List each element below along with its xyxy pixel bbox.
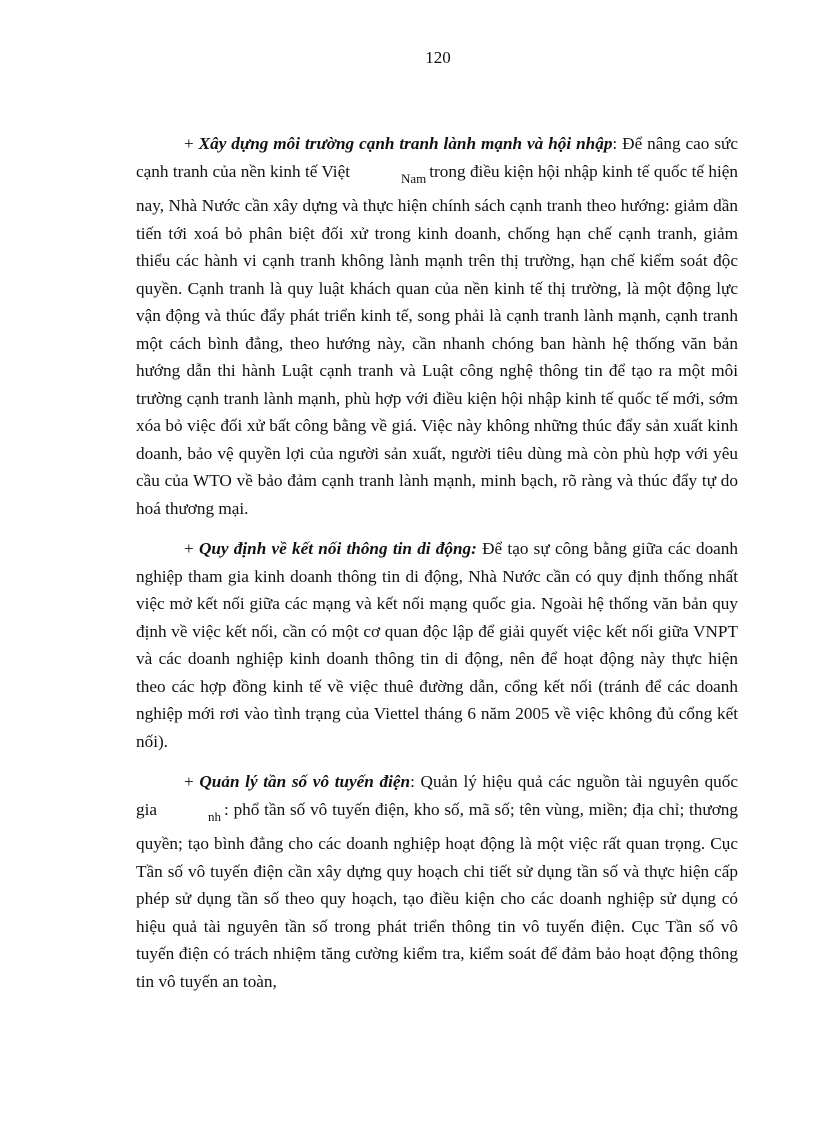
paragraph-heading: Quản lý tần số vô tuyến điện	[199, 772, 411, 791]
paragraph-text: Để tạo sự công bằng giữa các doanh nghiệp tham gia kinh doanh thông tin di động, Nhà Nước cần có quy định thống nhất việc mở kết nối giữa các mạng và kết nối mạng quốc gia. Ngoài hệ thống văn bản quy định về việc kết nối, cần có một cơ quan độc lập để giải quyết việc kết nối giữa VNPT và các doanh nghiệp kinh doanh thông tin di động, nên để hoạt động này thực hiện theo các hợp đồng kinh tế về việc thuê đường dẫn, cổng kết nối (tránh để các doanh nghiệp mới rơi vào tình trạng của Viettel tháng 6 năm 2005 về việc không đủ cổng kết nối).	[136, 539, 738, 751]
paragraph-text-continued: : phổ tần số vô tuyến điện, kho số, mã số; tên vùng, miền; địa chỉ; thương quyền; tạo bình đẳng cho các doanh nghiệp hoạt động là một việc rất quan trọng. Cục Tần số vô tuyến điện cần xây dựng quy hoạch chi tiết sử dụng tần số và thực hiện cấp phép sử dụng tần số theo quy hoạch, tạo điều kiện cho các doanh nghiệp sử dụng có hiệu quả tài nguyên tần số trong phát triển thông tin vô tuyến điện. Cục Tần số vô tuyến điện có trách nhiệm tăng cường kiểm tra, kiểm soát để đảm bảo hoạt động thông tin vô tuyến an toàn,	[136, 799, 738, 991]
paragraph-radio-frequency	[136, 768, 738, 995]
bullet-prefix: +	[184, 539, 199, 558]
heading-separator: :	[612, 134, 623, 153]
paragraph-mobile-connection	[136, 535, 738, 755]
paragraph-competition	[136, 130, 738, 522]
paragraph-text-continued: trong điều kiện hội nhập kinh tế quốc tế hiện nay, Nhà Nước cần xây dựng và thực hiện chính sách cạnh tranh theo hướng: giảm dần tiến tới xoá bỏ phân biệt đối xử trong kinh doanh, chống hạn chế cạnh tranh, giảm thiểu các hành vi cạnh tranh không lành mạnh trên thị trường, hạn chế kiểm soát độc quyền. Cạnh tranh là quy luật khách quan của nền kinh tế thị trường, là một động lực vận động và thúc đẩy phát triển kinh tế, song phải là cạnh tranh lành mạnh, cạnh tranh một cách bình đẳng, theo hướng này, cần nhanh chóng ban hành hệ thống văn bản hướng dẫn thi hành Luật cạnh tranh và Luật công nghệ thông tin để tạo ra một môi trường cạnh tranh lành mạnh, phù hợp với điều kiện hội nhập kinh tế quốc tế mới, sớm xóa bỏ việc đối xử bất công bằng về giá. Việc này không những thúc đẩy sản xuất kinh doanh, bảo vệ quyền lợi của người sản xuất, người tiêu dùng mà còn phù hợp với yêu cầu của WTO về bảo đảm cạnh tranh lành mạnh, minh bạch, rõ ràng và thúc đẩy tự do hoá thương mại.	[136, 161, 739, 518]
bullet-prefix: +	[184, 772, 200, 791]
paragraph-heading: Quy định về kết nối thông tin di động:	[198, 539, 477, 558]
paragraph-heading: Xây dựng môi trường cạnh tranh lành mạnh và hội nhập	[198, 134, 613, 153]
document-body	[136, 130, 738, 1008]
subscript-fragment: nh	[208, 808, 221, 824]
paragraph-text: Để nâng cao sức cạnh tranh của nền kinh tế Việt	[136, 134, 738, 181]
page-number: 120	[425, 48, 451, 67]
paragraph-text: Quản lý hiệu quả các nguồn tài nguyên quốc gia	[136, 772, 738, 819]
heading-separator: :	[410, 772, 421, 791]
bullet-prefix: +	[184, 134, 199, 153]
subscript-fragment: Nam	[401, 170, 427, 186]
